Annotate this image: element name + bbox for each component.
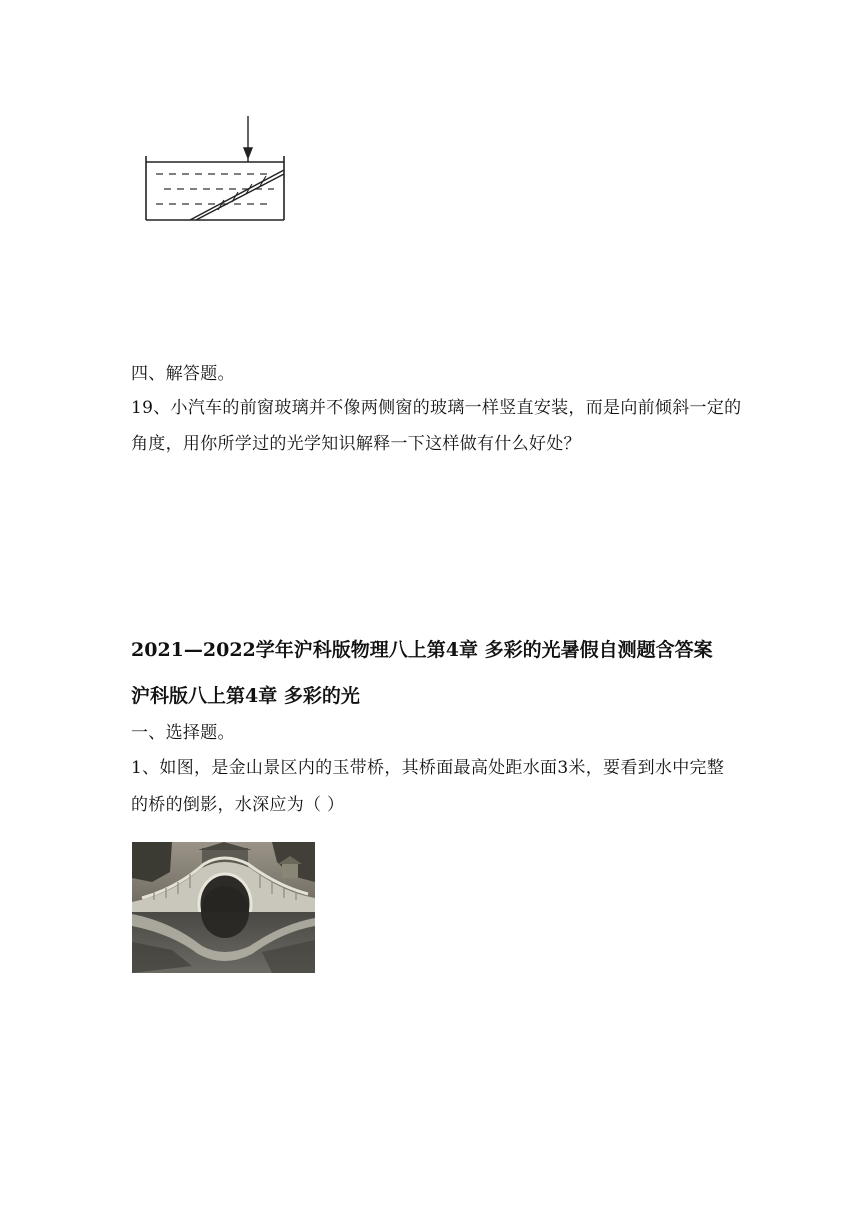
slanted-glass-plate xyxy=(190,170,284,220)
question-19-line-1: 19、小汽车的前窗玻璃并不像两侧窗的玻璃一样竖直安装，而是向前倾斜一定的 xyxy=(131,398,742,418)
section-four-title: 四、解答题。 xyxy=(131,364,235,384)
chapter-title: 沪科版八上第4章 多彩的光 xyxy=(131,685,360,707)
stone-arch-bridge-image xyxy=(132,842,315,973)
question-1-line-1: 1、如图，是金山景区内的玉带桥，其桥面最高处距水面3米，要看到水中完整 xyxy=(131,758,725,778)
document-title: 2021—2022学年沪科版物理八上第4章 多彩的光暑假自测题含答案 xyxy=(131,639,713,661)
question-19-line-2: 角度，用你所学过的光学知识解释一下这样做有什么好处？ xyxy=(131,434,581,454)
water-container-diagram xyxy=(140,112,290,224)
incident-ray-arrow xyxy=(244,116,252,162)
section-one-title: 一、选择题。 xyxy=(131,723,235,743)
bridge-photo xyxy=(132,842,315,973)
question-1-line-2: 的桥的倒影，水深应为（ ） xyxy=(131,795,345,815)
